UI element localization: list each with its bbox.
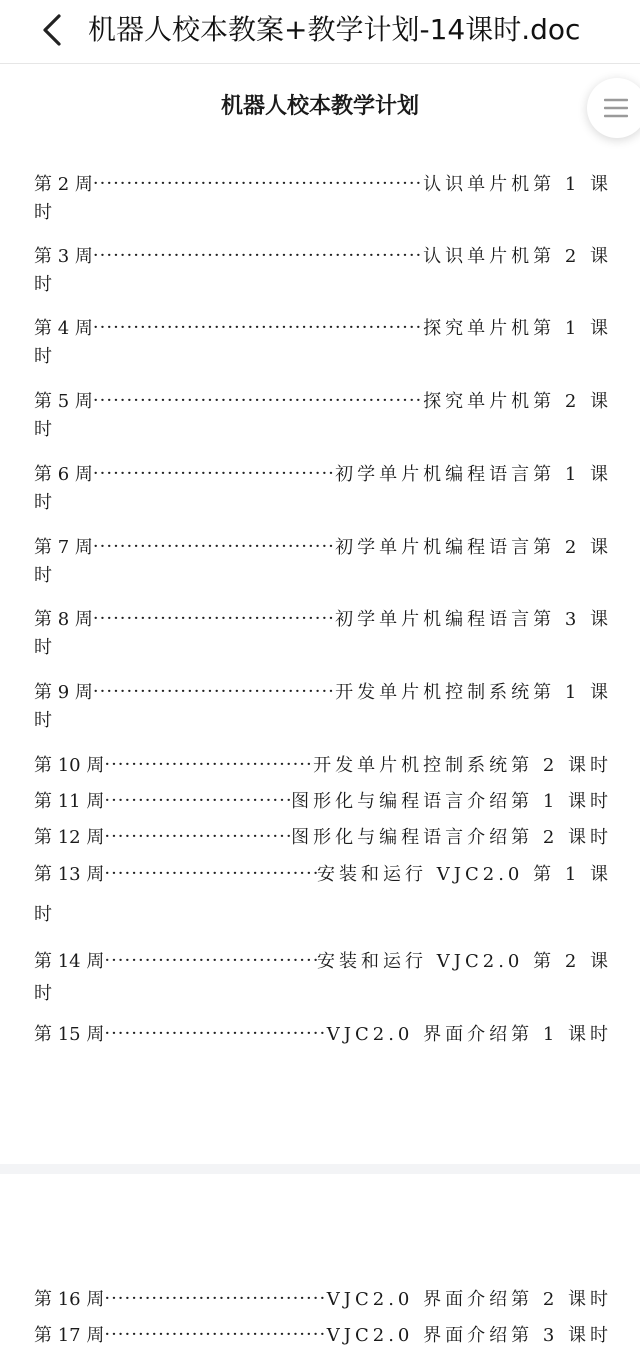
plan-entry [34,1018,612,1048]
lesson-text: VJC2.0 界面介绍第 1 课时 [326,1024,612,1045]
plan-entry [34,240,612,300]
week-label: 第 7 周 [34,537,93,558]
plan-entry [34,458,612,518]
week-label: 第 11 周 [34,791,105,812]
lesson-text-wrap: 时 [34,983,52,1004]
dot-leader [93,317,423,338]
lesson-text-wrap: 时 [34,492,52,513]
dot-leader [104,826,291,847]
week-label: 第 16 周 [34,1289,105,1310]
week-label: 第 13 周 [34,864,105,885]
lesson-text: 认识单片机第 1 课 [423,174,612,195]
page-separator [0,1164,640,1174]
week-label: 第 4 周 [34,318,93,339]
lesson-text-wrap: 时 [34,637,52,658]
lesson-text: 初学单片机编程语言第 3 课 [335,609,612,630]
lesson-text-wrap: 时 [34,710,52,731]
week-label: 第 2 周 [34,174,93,195]
dot-leader [93,608,335,629]
dot-leader [93,173,423,194]
lesson-text: 初学单片机编程语言第 2 课 [335,537,612,558]
lesson-text-wrap: 时 [34,202,52,223]
lesson-text: 初学单片机编程语言第 1 课 [335,464,612,485]
lesson-text: 开发单片机控制系统第 2 课时 [313,755,612,776]
plan-entry [34,168,612,228]
lesson-text-wrap: 时 [34,346,52,367]
dot-leader [93,681,335,702]
back-button[interactable] [30,10,74,50]
document-title: 机器人校本教案+教学计划-14课时.doc [88,13,581,46]
lesson-text: 开发单片机控制系统第 1 课 [335,682,612,703]
plan-entry [34,785,612,815]
week-label: 第 15 周 [34,1024,105,1045]
dot-leader [104,863,317,884]
lesson-text: 图形化与编程语言介绍第 1 课时 [291,791,612,812]
plan-entry [34,676,612,736]
dot-leader [93,536,335,557]
lesson-text-wrap: 时 [34,565,52,586]
lesson-text: VJC2.0 界面介绍第 2 课时 [326,1289,612,1310]
dot-leader [93,463,335,484]
plan-title: 机器人校本教学计划 [220,94,419,119]
plan-entry [34,749,612,779]
dot-leader [104,1023,326,1044]
top-bar [0,0,640,64]
plan-entry [34,385,612,445]
plan-entry [34,1283,612,1313]
lesson-text: 探究单片机第 1 课 [423,318,612,339]
dot-leader [93,390,423,411]
week-label: 第 17 周 [34,1325,105,1346]
dot-leader [104,1288,326,1309]
week-label: 第 6 周 [34,464,93,485]
dot-leader [104,754,313,775]
plan-entry [34,945,612,1009]
lesson-text-wrap: 时 [34,904,52,925]
plan-entry [34,531,612,591]
plan-entry [34,312,612,372]
lesson-text: VJC2.0 界面介绍第 3 课时 [326,1325,612,1346]
dot-leader [104,1324,326,1345]
lesson-text: 安装和运行 VJC2.0 第 2 课 [317,951,612,972]
week-label: 第 3 周 [34,246,93,267]
lesson-text-wrap: 时 [34,419,52,440]
dot-leader [104,790,291,811]
week-label: 第 8 周 [34,609,93,630]
week-label: 第 10 周 [34,755,105,776]
plan-entry [34,1319,612,1349]
menu-button[interactable] [587,78,640,138]
plan-entry [34,858,612,930]
lesson-text-wrap: 时 [34,274,52,295]
week-label: 第 5 周 [34,391,93,412]
dot-leader [104,950,317,971]
week-label: 第 14 周 [34,951,105,972]
lesson-text: 安装和运行 VJC2.0 第 1 课 [317,864,612,885]
lesson-text: 认识单片机第 2 课 [423,246,612,267]
lesson-text: 图形化与编程语言介绍第 2 课时 [291,827,612,848]
plan-entry [34,603,612,663]
lesson-text: 探究单片机第 2 课 [423,391,612,412]
chevron-left-icon [41,13,63,47]
week-label: 第 9 周 [34,682,93,703]
plan-entry [34,821,612,851]
week-label: 第 12 周 [34,827,105,848]
dot-leader [93,245,423,266]
hamburger-menu-icon [604,97,628,119]
